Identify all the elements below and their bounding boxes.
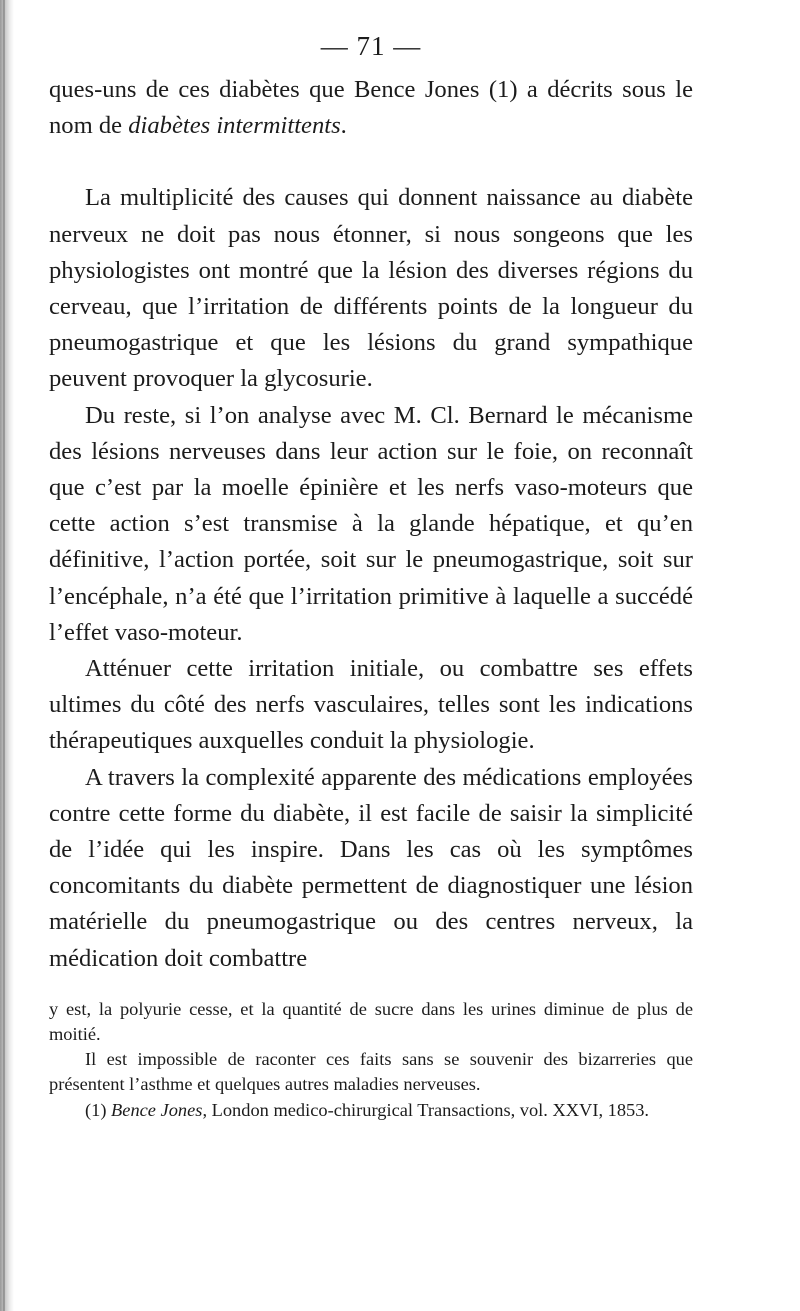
paragraph: A travers la complexité apparente des médications employées contre cette forme du diabète, il est facile de saisir la simplicité de l’idée qui les inspire. Dans les cas où les symptômes concomitants du diabète permettent de diagnostiquer une lésion matérielle du pneumogastrique ou des centres nerveux, la médication doit combattre [49,763,693,972]
footnote-marker: (1) [85,1099,112,1120]
book-page [49,28,693,1123]
paragraph-text: ques-uns de ces diabètes que Bence Jones (1) a décrits sous le nom de [49,76,693,140]
paragraph-continuation [49,72,693,144]
footnote-continuation: y est, la polyurie cesse, et la quantité de sucre dans les urines diminue de plus de moitié. [49,998,693,1045]
footnote-author: Bence Jones [111,1099,203,1120]
paragraph: Atténuer cette irritation initiale, ou combattre ses effets ultimes du côté des nerfs vasculaires, telles sont les indications thérapeutiques auxquelles conduit la physiologie. [49,655,693,755]
page-number: — 71 — [320,31,422,61]
book-binding-line [3,0,5,1311]
paragraph: Du reste, si l’on analyse avec M. Cl. Bernard le mécanisme des lésions nerveuses dans leur action sur le foie, on reconnaît que c’est par la moelle épinière et les nerfs vaso-moteurs que cette action s’est transmise à la glande hépatique, et qu’en définitive, l’action portée, soit sur le pneumogastrique, soit sur l’encéphale, n’a été que l’irritation primitive à laquelle a succédé l’effet vaso-moteur. [49,401,693,646]
footnote-reference [49,1098,693,1123]
paragraph: La multiplicité des causes qui donnent naissance au diabète nerveux ne doit pas nous étonner, si nous songeons que les physiologistes ont montré que la lésion des diverses régions du cerveau, que l’irritation de différents points de la longueur du pneumogastrique et que les lésions du grand sympathique peuvent provoquer la glycosurie. [49,184,693,393]
italic-term: diabètes intermittents [128,112,341,140]
footnotes [49,997,693,1123]
paragraph-end: . [340,112,347,140]
footnote-citation: , London medico-chirurgical Transactions, vol. XXVI, 1853. [202,1099,650,1120]
footnote: Il est impossible de raconter ces faits sans se souvenir des bizarreries que présentent l’asthme et quelques autres maladies nerveuses. [49,1049,693,1095]
main-text [49,72,693,977]
